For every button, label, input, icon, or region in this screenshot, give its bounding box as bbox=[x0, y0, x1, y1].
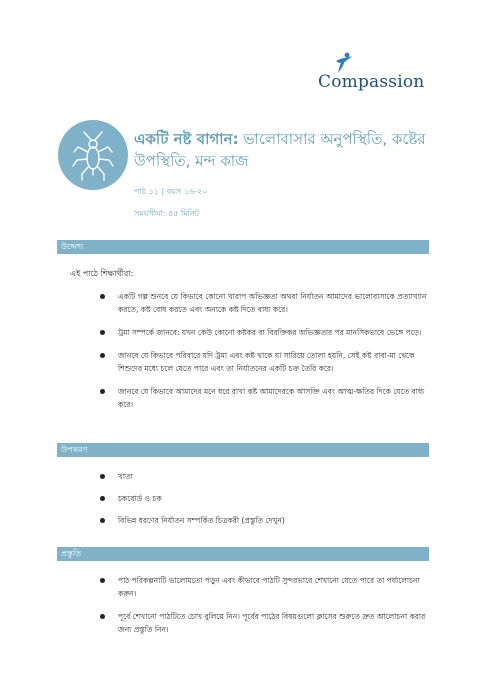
list-item: বিভিন্ন ধরণের নির্যাতন সম্পর্কিত চিত্রকরী (প্রস্তুতি দেখুন) bbox=[96, 514, 436, 527]
title-lead: একটি নষ্ট বাগান: bbox=[134, 130, 239, 148]
person-figure-icon bbox=[332, 52, 354, 74]
lesson-title bbox=[134, 128, 434, 172]
brand-name: Compassion bbox=[318, 72, 425, 92]
list-item: জানবে যে কিভাবে আমাদের মনে ধরে রাখা কষ্ট আমাদেরকে আসক্তি এবং আত্ম-ক্ষতির দিকে যেতে বাধ্য করে। bbox=[96, 385, 436, 411]
list-item: জানবে যে কিভাবে পরিবারে যদি ট্রমা এবং কষ্ট থাকে যা সারিয়ে তোলা হয়নি, সেই কষ্ট বাবা-মা থেকে শিশুদের মধ্যে চলে যেতে পারে এবং তা নির্যাতনের একটি চক্র তৈরি করে। bbox=[96, 349, 436, 375]
lesson-badge bbox=[58, 120, 128, 190]
objectives-list bbox=[96, 290, 436, 421]
title-rest: ভালোবাসার অনুপস্থিতি, কষ্টের উপস্থিতি, মন্দ কাজ bbox=[134, 130, 426, 170]
section-header-preparation: প্রস্তুতি bbox=[57, 547, 429, 561]
duration-info: সময়সীমা: ৫৫ মিনিট bbox=[134, 209, 200, 218]
preparation-list bbox=[96, 574, 436, 646]
list-item: একটি গল্প শুনবে যে কিভাবে কোনো খারাপ অভিজ্ঞতা অথবা নির্যাতন আমাদের ভালোবাসাকে প্রত্যাখ্যান করতে, কষ্ট বোধ করতে এবং অন্যকে কষ্ট দিতে বাধ্য করে। bbox=[96, 290, 436, 316]
section-header-objectives: উদ্দেশ্য bbox=[57, 240, 429, 254]
list-item: পাঠ পরিকল্পনাটি ভালোমতো পড়ুন এবং কীভাবে পাঠটি সুন্দরভাবে শেখানো যেতে পারে তা পর্যালোচনা করুন। bbox=[96, 574, 436, 600]
lesson-age-info: পাঠ ১১ | বয়স ১৬-২০ bbox=[134, 187, 208, 196]
objectives-intro: এই পাঠে শিক্ষার্থীরা: bbox=[70, 269, 134, 278]
list-item: চকবোর্ড ও চক bbox=[96, 492, 436, 505]
list-item: খাতা bbox=[96, 470, 436, 483]
compassion-logo bbox=[318, 52, 438, 100]
section-header-materials: উপকরণ bbox=[57, 443, 429, 457]
insect-icon bbox=[58, 120, 128, 190]
list-item: ট্রমা সম্পর্কে জানবে: যখন কেউ কোনো কষ্টকর বা বিরক্তিকর অভিজ্ঞতার পর মানসিকভাবে ভেঙ্গে পড়ে। bbox=[96, 326, 436, 339]
list-item: পূর্বে শেখানো পাঠটিতে চোখ বুলিয়ে নিন। পূর্বের পাঠের বিষয়গুলো ক্লাসের শুরুতে দ্রুত আলোচনা করার জন্য প্রস্তুতি নিন। bbox=[96, 610, 436, 636]
materials-list bbox=[96, 470, 436, 536]
